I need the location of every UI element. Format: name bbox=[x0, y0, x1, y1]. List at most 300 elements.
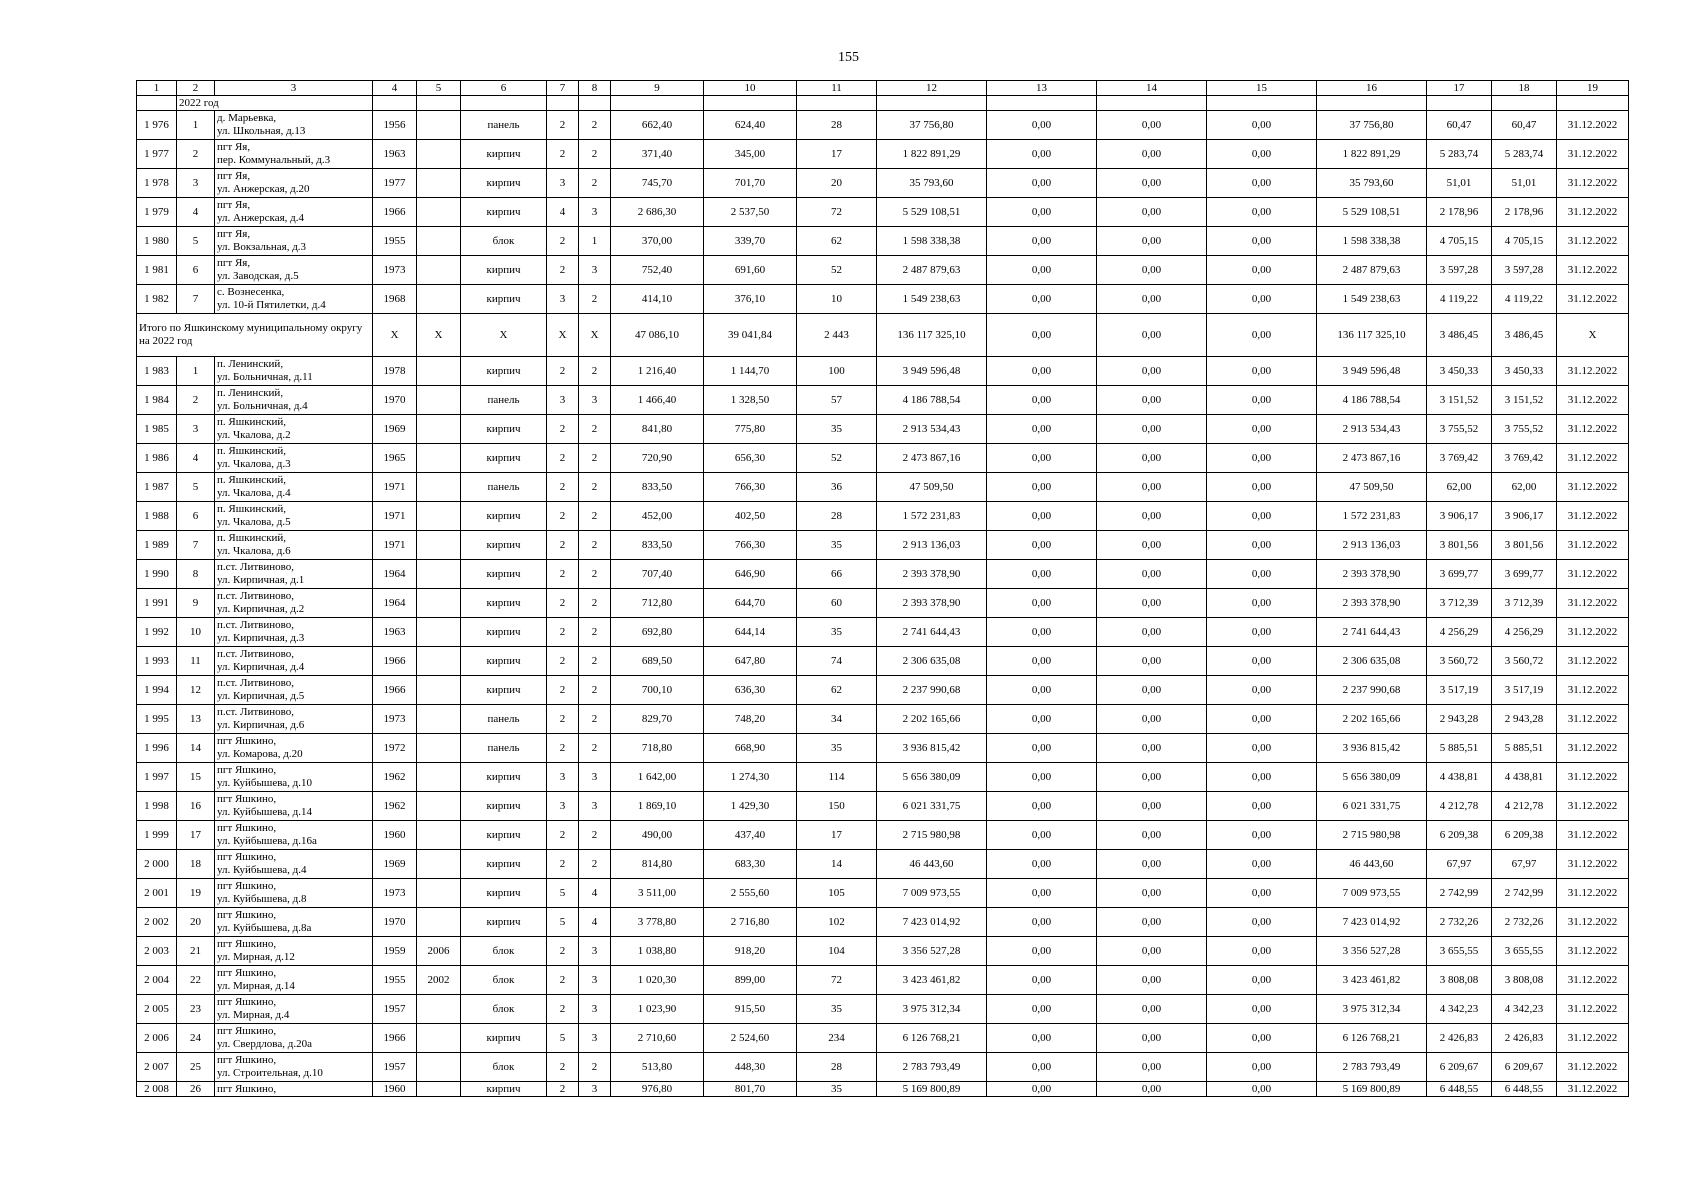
address-cell bbox=[215, 386, 373, 415]
column-number-header bbox=[137, 81, 1629, 96]
table-row bbox=[137, 444, 1629, 473]
value-cell: 3 712,39 bbox=[1492, 589, 1557, 618]
value-cell: 4 bbox=[547, 198, 579, 227]
value-cell: 662,40 bbox=[611, 111, 704, 140]
value-cell: 0,00 bbox=[987, 444, 1097, 473]
value-cell: блок bbox=[461, 227, 547, 256]
value-cell: 371,40 bbox=[611, 140, 704, 169]
local-number: 9 bbox=[177, 589, 215, 618]
column-header: 8 bbox=[579, 81, 611, 96]
value-cell: 2006 bbox=[417, 937, 461, 966]
value-cell: 1 bbox=[579, 227, 611, 256]
value-cell: 1962 bbox=[373, 763, 417, 792]
column-header: 11 bbox=[797, 81, 877, 96]
value-cell: 2 393 378,90 bbox=[1317, 560, 1427, 589]
value-cell: 2 bbox=[547, 995, 579, 1024]
value-cell: 0,00 bbox=[987, 734, 1097, 763]
value-cell: 1963 bbox=[373, 618, 417, 647]
address-cell bbox=[215, 444, 373, 473]
value-cell: 0,00 bbox=[1097, 386, 1207, 415]
value-cell: 0,00 bbox=[1097, 111, 1207, 140]
address-street: ул. Больничная, д.4 bbox=[217, 400, 308, 412]
value-cell: 0,00 bbox=[987, 1024, 1097, 1053]
row-number: 1 993 bbox=[137, 647, 177, 676]
row-number: 1 980 bbox=[137, 227, 177, 256]
value-cell: 105 bbox=[797, 879, 877, 908]
value-cell: 2 bbox=[547, 1082, 579, 1097]
value-cell: 6 209,67 bbox=[1427, 1053, 1492, 1082]
value-cell bbox=[417, 386, 461, 415]
value-cell: 976,80 bbox=[611, 1082, 704, 1097]
value-cell: 0,00 bbox=[987, 618, 1097, 647]
value-cell: 2 202 165,66 bbox=[1317, 705, 1427, 734]
value-cell: 0,00 bbox=[1097, 850, 1207, 879]
value-cell: 3 949 596,48 bbox=[1317, 357, 1427, 386]
address-street: ул. Вокзальная, д.3 bbox=[217, 241, 307, 253]
value-cell: 4 bbox=[579, 908, 611, 937]
value-cell: 2 bbox=[547, 357, 579, 386]
address-locality: п. Яшкинский, bbox=[217, 503, 287, 515]
value-cell: кирпич bbox=[461, 415, 547, 444]
value-cell: 2 bbox=[579, 560, 611, 589]
value-cell: 5 885,51 bbox=[1427, 734, 1492, 763]
value-cell: 1957 bbox=[373, 1053, 417, 1082]
empty-cell bbox=[704, 96, 797, 111]
address-cell bbox=[215, 937, 373, 966]
empty-cell bbox=[611, 96, 704, 111]
value-cell: 31.12.2022 bbox=[1557, 647, 1629, 676]
value-cell: 0,00 bbox=[1207, 705, 1317, 734]
value-cell: 2 bbox=[547, 821, 579, 850]
column-header: 16 bbox=[1317, 81, 1427, 96]
empty-cell bbox=[987, 96, 1097, 111]
total-value: X bbox=[373, 314, 417, 357]
address-street: ул. Кирпичная, д.4 bbox=[217, 661, 305, 673]
value-cell: 3 755,52 bbox=[1427, 415, 1492, 444]
address-street: ул. Анжерская, д.20 bbox=[217, 183, 310, 195]
table-row bbox=[137, 531, 1629, 560]
total-value: 136 117 325,10 bbox=[877, 314, 987, 357]
year-heading-row bbox=[137, 96, 1629, 111]
value-cell: 1 274,30 bbox=[704, 763, 797, 792]
table-row bbox=[137, 1024, 1629, 1053]
value-cell: 52 bbox=[797, 256, 877, 285]
local-number: 10 bbox=[177, 618, 215, 647]
address-cell: пгт Яшкино, bbox=[215, 1082, 373, 1097]
value-cell: 0,00 bbox=[987, 386, 1097, 415]
value-cell: 0,00 bbox=[987, 415, 1097, 444]
address-street: ул. 10-й Пятилетки, д.4 bbox=[217, 299, 326, 311]
value-cell: 28 bbox=[797, 111, 877, 140]
value-cell: 36 bbox=[797, 473, 877, 502]
value-cell: 2 783 793,49 bbox=[877, 1053, 987, 1082]
table-row bbox=[137, 734, 1629, 763]
value-cell: 0,00 bbox=[987, 198, 1097, 227]
value-cell: 0,00 bbox=[987, 140, 1097, 169]
value-cell: 2 bbox=[547, 850, 579, 879]
address-street: ул. Кирпичная, д.1 bbox=[217, 574, 305, 586]
value-cell: кирпич bbox=[461, 169, 547, 198]
value-cell: 6 209,67 bbox=[1492, 1053, 1557, 1082]
value-cell: 1 869,10 bbox=[611, 792, 704, 821]
value-cell: 31.12.2022 bbox=[1557, 966, 1629, 995]
value-cell: 1955 bbox=[373, 227, 417, 256]
value-cell: 3 511,00 bbox=[611, 879, 704, 908]
value-cell: 31.12.2022 bbox=[1557, 502, 1629, 531]
value-cell: 712,80 bbox=[611, 589, 704, 618]
value-cell: 66 bbox=[797, 560, 877, 589]
value-cell: 3 560,72 bbox=[1492, 647, 1557, 676]
row-number: 2 005 bbox=[137, 995, 177, 1024]
row-number: 2 000 bbox=[137, 850, 177, 879]
value-cell: 31.12.2022 bbox=[1557, 792, 1629, 821]
value-cell: 4 705,15 bbox=[1492, 227, 1557, 256]
value-cell: 3 699,77 bbox=[1427, 560, 1492, 589]
value-cell: 4 256,29 bbox=[1427, 618, 1492, 647]
value-cell: 0,00 bbox=[1097, 357, 1207, 386]
total-value: X bbox=[461, 314, 547, 357]
value-cell: 3 778,80 bbox=[611, 908, 704, 937]
value-cell: 2 913 534,43 bbox=[877, 415, 987, 444]
address-street: ул. Свердлова, д.20а bbox=[217, 1038, 312, 1050]
value-cell: 2 bbox=[579, 618, 611, 647]
address-cell bbox=[215, 792, 373, 821]
row-number: 1 986 bbox=[137, 444, 177, 473]
value-cell: 345,00 bbox=[704, 140, 797, 169]
address-cell bbox=[215, 966, 373, 995]
value-cell: 1971 bbox=[373, 473, 417, 502]
value-cell: 0,00 bbox=[1207, 676, 1317, 705]
address-cell bbox=[215, 995, 373, 1024]
value-cell: 5 656 380,09 bbox=[1317, 763, 1427, 792]
value-cell: 4 342,23 bbox=[1427, 995, 1492, 1024]
value-cell: 5 bbox=[547, 1024, 579, 1053]
value-cell: 3 356 527,28 bbox=[1317, 937, 1427, 966]
value-cell: 3 bbox=[547, 169, 579, 198]
value-cell: 31.12.2022 bbox=[1557, 560, 1629, 589]
address-cell bbox=[215, 734, 373, 763]
value-cell: 35 bbox=[797, 618, 877, 647]
value-cell: 5 656 380,09 bbox=[877, 763, 987, 792]
value-cell bbox=[417, 111, 461, 140]
local-number: 14 bbox=[177, 734, 215, 763]
table-row bbox=[137, 850, 1629, 879]
value-cell: 1957 bbox=[373, 995, 417, 1024]
address-cell bbox=[215, 198, 373, 227]
address-locality: пгт Яшкино, bbox=[217, 880, 277, 892]
value-cell: кирпич bbox=[461, 198, 547, 227]
address-cell bbox=[215, 531, 373, 560]
row-number: 2 004 bbox=[137, 966, 177, 995]
address-locality: п.ст. Литвиново, bbox=[217, 677, 294, 689]
value-cell: 646,90 bbox=[704, 560, 797, 589]
empty-cell bbox=[137, 96, 177, 111]
value-cell: 3 151,52 bbox=[1492, 386, 1557, 415]
address-locality: с. Вознесенка, bbox=[217, 286, 285, 298]
value-cell: 31.12.2022 bbox=[1557, 908, 1629, 937]
value-cell: 3 bbox=[579, 198, 611, 227]
value-cell: 31.12.2022 bbox=[1557, 995, 1629, 1024]
address-street: ул. Чкалова, д.6 bbox=[217, 545, 291, 557]
value-cell bbox=[417, 763, 461, 792]
value-cell: 0,00 bbox=[1207, 850, 1317, 879]
table-row bbox=[137, 705, 1629, 734]
value-cell: 57 bbox=[797, 386, 877, 415]
column-header: 5 bbox=[417, 81, 461, 96]
value-cell: 0,00 bbox=[987, 1053, 1097, 1082]
value-cell: 2 487 879,63 bbox=[877, 256, 987, 285]
address-locality: пгт Яя, bbox=[217, 199, 251, 211]
table-row bbox=[137, 589, 1629, 618]
row-number: 1 976 bbox=[137, 111, 177, 140]
value-cell: 31.12.2022 bbox=[1557, 618, 1629, 647]
value-cell: 31.12.2022 bbox=[1557, 386, 1629, 415]
value-cell: 2 306 635,08 bbox=[1317, 647, 1427, 676]
value-cell: 2 473 867,16 bbox=[1317, 444, 1427, 473]
table-row bbox=[137, 879, 1629, 908]
value-cell: 0,00 bbox=[1097, 734, 1207, 763]
value-cell: 752,40 bbox=[611, 256, 704, 285]
value-cell: 918,20 bbox=[704, 937, 797, 966]
value-cell: 2 473 867,16 bbox=[877, 444, 987, 473]
value-cell bbox=[417, 285, 461, 314]
address-cell bbox=[215, 908, 373, 937]
value-cell: 2 bbox=[579, 850, 611, 879]
value-cell: 766,30 bbox=[704, 473, 797, 502]
value-cell: 2 716,80 bbox=[704, 908, 797, 937]
value-cell: 0,00 bbox=[1097, 589, 1207, 618]
value-cell: 0,00 bbox=[1097, 444, 1207, 473]
total-value: 3 486,45 bbox=[1427, 314, 1492, 357]
value-cell: 3 bbox=[579, 995, 611, 1024]
value-cell: 0,00 bbox=[987, 531, 1097, 560]
value-cell: 1 572 231,83 bbox=[877, 502, 987, 531]
empty-cell bbox=[1317, 96, 1427, 111]
value-cell: 707,40 bbox=[611, 560, 704, 589]
value-cell: 31.12.2022 bbox=[1557, 676, 1629, 705]
value-cell: 6 021 331,75 bbox=[1317, 792, 1427, 821]
value-cell bbox=[417, 198, 461, 227]
value-cell: 31.12.2022 bbox=[1557, 285, 1629, 314]
value-cell: 1969 bbox=[373, 415, 417, 444]
value-cell: 6 126 768,21 bbox=[1317, 1024, 1427, 1053]
value-cell: 1 038,80 bbox=[611, 937, 704, 966]
value-cell: 513,80 bbox=[611, 1053, 704, 1082]
value-cell: 5 529 108,51 bbox=[1317, 198, 1427, 227]
value-cell: кирпич bbox=[461, 647, 547, 676]
value-cell: 52 bbox=[797, 444, 877, 473]
value-cell: 1 572 231,83 bbox=[1317, 502, 1427, 531]
value-cell: 0,00 bbox=[1207, 415, 1317, 444]
address-street: ул. Строительная, д.10 bbox=[217, 1067, 323, 1079]
value-cell: 2 bbox=[579, 647, 611, 676]
address-cell bbox=[215, 850, 373, 879]
table-row bbox=[137, 966, 1629, 995]
table-row bbox=[137, 415, 1629, 444]
value-cell: 2 bbox=[547, 140, 579, 169]
value-cell: 1 144,70 bbox=[704, 357, 797, 386]
row-number: 1 989 bbox=[137, 531, 177, 560]
value-cell: кирпич bbox=[461, 285, 547, 314]
address-cell bbox=[215, 357, 373, 386]
value-cell: 2 913 136,03 bbox=[877, 531, 987, 560]
column-header: 10 bbox=[704, 81, 797, 96]
value-cell: 1971 bbox=[373, 502, 417, 531]
address-street: ул. Чкалова, д.4 bbox=[217, 487, 291, 499]
row-number: 1 992 bbox=[137, 618, 177, 647]
value-cell: 0,00 bbox=[1097, 618, 1207, 647]
value-cell: 656,30 bbox=[704, 444, 797, 473]
value-cell: кирпич bbox=[461, 821, 547, 850]
value-cell: 31.12.2022 bbox=[1557, 357, 1629, 386]
value-cell: 1 549 238,63 bbox=[877, 285, 987, 314]
value-cell: 0,00 bbox=[1097, 705, 1207, 734]
column-header: 17 bbox=[1427, 81, 1492, 96]
table-row bbox=[137, 502, 1629, 531]
value-cell: 100 bbox=[797, 357, 877, 386]
value-cell: 691,60 bbox=[704, 256, 797, 285]
value-cell: 3 597,28 bbox=[1492, 256, 1557, 285]
total-value: 0,00 bbox=[987, 314, 1097, 357]
value-cell: 3 bbox=[579, 763, 611, 792]
empty-cell bbox=[797, 96, 877, 111]
table-row bbox=[137, 357, 1629, 386]
address-street: ул. Кирпичная, д.2 bbox=[217, 603, 305, 615]
table-row bbox=[137, 111, 1629, 140]
value-cell: 1 549 238,63 bbox=[1317, 285, 1427, 314]
value-cell: 60 bbox=[797, 589, 877, 618]
value-cell: 4 212,78 bbox=[1427, 792, 1492, 821]
value-cell: 0,00 bbox=[1207, 111, 1317, 140]
value-cell: 2 bbox=[547, 531, 579, 560]
value-cell: 46 443,60 bbox=[1317, 850, 1427, 879]
address-cell bbox=[215, 415, 373, 444]
value-cell: 3 bbox=[579, 1024, 611, 1053]
value-cell: 1 328,50 bbox=[704, 386, 797, 415]
value-cell: кирпич bbox=[461, 618, 547, 647]
row-number: 1 981 bbox=[137, 256, 177, 285]
value-cell: 0,00 bbox=[1207, 285, 1317, 314]
local-number: 5 bbox=[177, 227, 215, 256]
address-street: ул. Кирпичная, д.5 bbox=[217, 690, 305, 702]
value-cell: 0,00 bbox=[1207, 966, 1317, 995]
value-cell: 3 bbox=[579, 937, 611, 966]
value-cell: кирпич bbox=[461, 1024, 547, 1053]
value-cell: 3 906,17 bbox=[1492, 502, 1557, 531]
value-cell: 0,00 bbox=[1207, 473, 1317, 502]
value-cell: 3 151,52 bbox=[1427, 386, 1492, 415]
total-value: 2 443 bbox=[797, 314, 877, 357]
value-cell: 1 642,00 bbox=[611, 763, 704, 792]
value-cell: 4 438,81 bbox=[1427, 763, 1492, 792]
value-cell: 7 009 973,55 bbox=[1317, 879, 1427, 908]
value-cell: 2 bbox=[579, 415, 611, 444]
value-cell: 0,00 bbox=[1207, 140, 1317, 169]
value-cell: 2 bbox=[579, 502, 611, 531]
address-cell bbox=[215, 705, 373, 734]
address-cell bbox=[215, 1053, 373, 1082]
value-cell bbox=[417, 850, 461, 879]
value-cell: 1964 bbox=[373, 589, 417, 618]
value-cell: 0,00 bbox=[987, 502, 1097, 531]
value-cell: 0,00 bbox=[987, 792, 1097, 821]
value-cell: 6 209,38 bbox=[1492, 821, 1557, 850]
year-heading: 2022 год bbox=[177, 96, 373, 111]
row-number: 2 006 bbox=[137, 1024, 177, 1053]
value-cell: 31.12.2022 bbox=[1557, 111, 1629, 140]
row-number: 1 997 bbox=[137, 763, 177, 792]
table-row bbox=[137, 198, 1629, 227]
row-number: 1 984 bbox=[137, 386, 177, 415]
value-cell: 3 bbox=[547, 763, 579, 792]
value-cell: 0,00 bbox=[1097, 879, 1207, 908]
value-cell: 3 699,77 bbox=[1492, 560, 1557, 589]
address-locality: д. Марьевка, bbox=[217, 112, 277, 124]
total-value: 47 086,10 bbox=[611, 314, 704, 357]
value-cell: 0,00 bbox=[987, 995, 1097, 1024]
value-cell: 1955 bbox=[373, 966, 417, 995]
value-cell: 2 715 980,98 bbox=[877, 821, 987, 850]
row-number: 2 003 bbox=[137, 937, 177, 966]
row-number: 2 008 bbox=[137, 1082, 177, 1097]
value-cell: 51,01 bbox=[1427, 169, 1492, 198]
local-number: 6 bbox=[177, 502, 215, 531]
address-cell bbox=[215, 821, 373, 850]
value-cell: 7 423 014,92 bbox=[877, 908, 987, 937]
value-cell: 2 686,30 bbox=[611, 198, 704, 227]
value-cell: 2 202 165,66 bbox=[877, 705, 987, 734]
address-locality: пгт Яя, bbox=[217, 228, 251, 240]
value-cell: 31.12.2022 bbox=[1557, 734, 1629, 763]
local-number: 25 bbox=[177, 1053, 215, 1082]
address-street: ул. Анжерская, д.4 bbox=[217, 212, 305, 224]
value-cell: 35 bbox=[797, 531, 877, 560]
column-header: 18 bbox=[1492, 81, 1557, 96]
value-cell: 4 256,29 bbox=[1492, 618, 1557, 647]
value-cell: 370,00 bbox=[611, 227, 704, 256]
empty-cell bbox=[461, 96, 547, 111]
value-cell: 150 bbox=[797, 792, 877, 821]
value-cell: 718,80 bbox=[611, 734, 704, 763]
table-row bbox=[137, 285, 1629, 314]
value-cell: 35 bbox=[797, 1082, 877, 1097]
value-cell: 3 936 815,42 bbox=[877, 734, 987, 763]
value-cell: 0,00 bbox=[987, 1082, 1097, 1097]
value-cell: 60,47 bbox=[1427, 111, 1492, 140]
value-cell: 668,90 bbox=[704, 734, 797, 763]
value-cell: 1962 bbox=[373, 792, 417, 821]
value-cell: 829,70 bbox=[611, 705, 704, 734]
row-number: 1 985 bbox=[137, 415, 177, 444]
value-cell: 4 bbox=[579, 879, 611, 908]
address-cell bbox=[215, 227, 373, 256]
value-cell: кирпич bbox=[461, 502, 547, 531]
value-cell: 2 555,60 bbox=[704, 879, 797, 908]
address-cell bbox=[215, 560, 373, 589]
address-locality: пгт Яя, bbox=[217, 141, 251, 153]
local-number: 5 bbox=[177, 473, 215, 502]
value-cell: 0,00 bbox=[1207, 618, 1317, 647]
total-value: 0,00 bbox=[1097, 314, 1207, 357]
value-cell: 2 913 136,03 bbox=[1317, 531, 1427, 560]
value-cell bbox=[417, 618, 461, 647]
value-cell: 3 560,72 bbox=[1427, 647, 1492, 676]
empty-cell bbox=[1492, 96, 1557, 111]
value-cell: 31.12.2022 bbox=[1557, 415, 1629, 444]
value-cell bbox=[417, 473, 461, 502]
address-cell bbox=[215, 140, 373, 169]
table-row bbox=[137, 1053, 1629, 1082]
